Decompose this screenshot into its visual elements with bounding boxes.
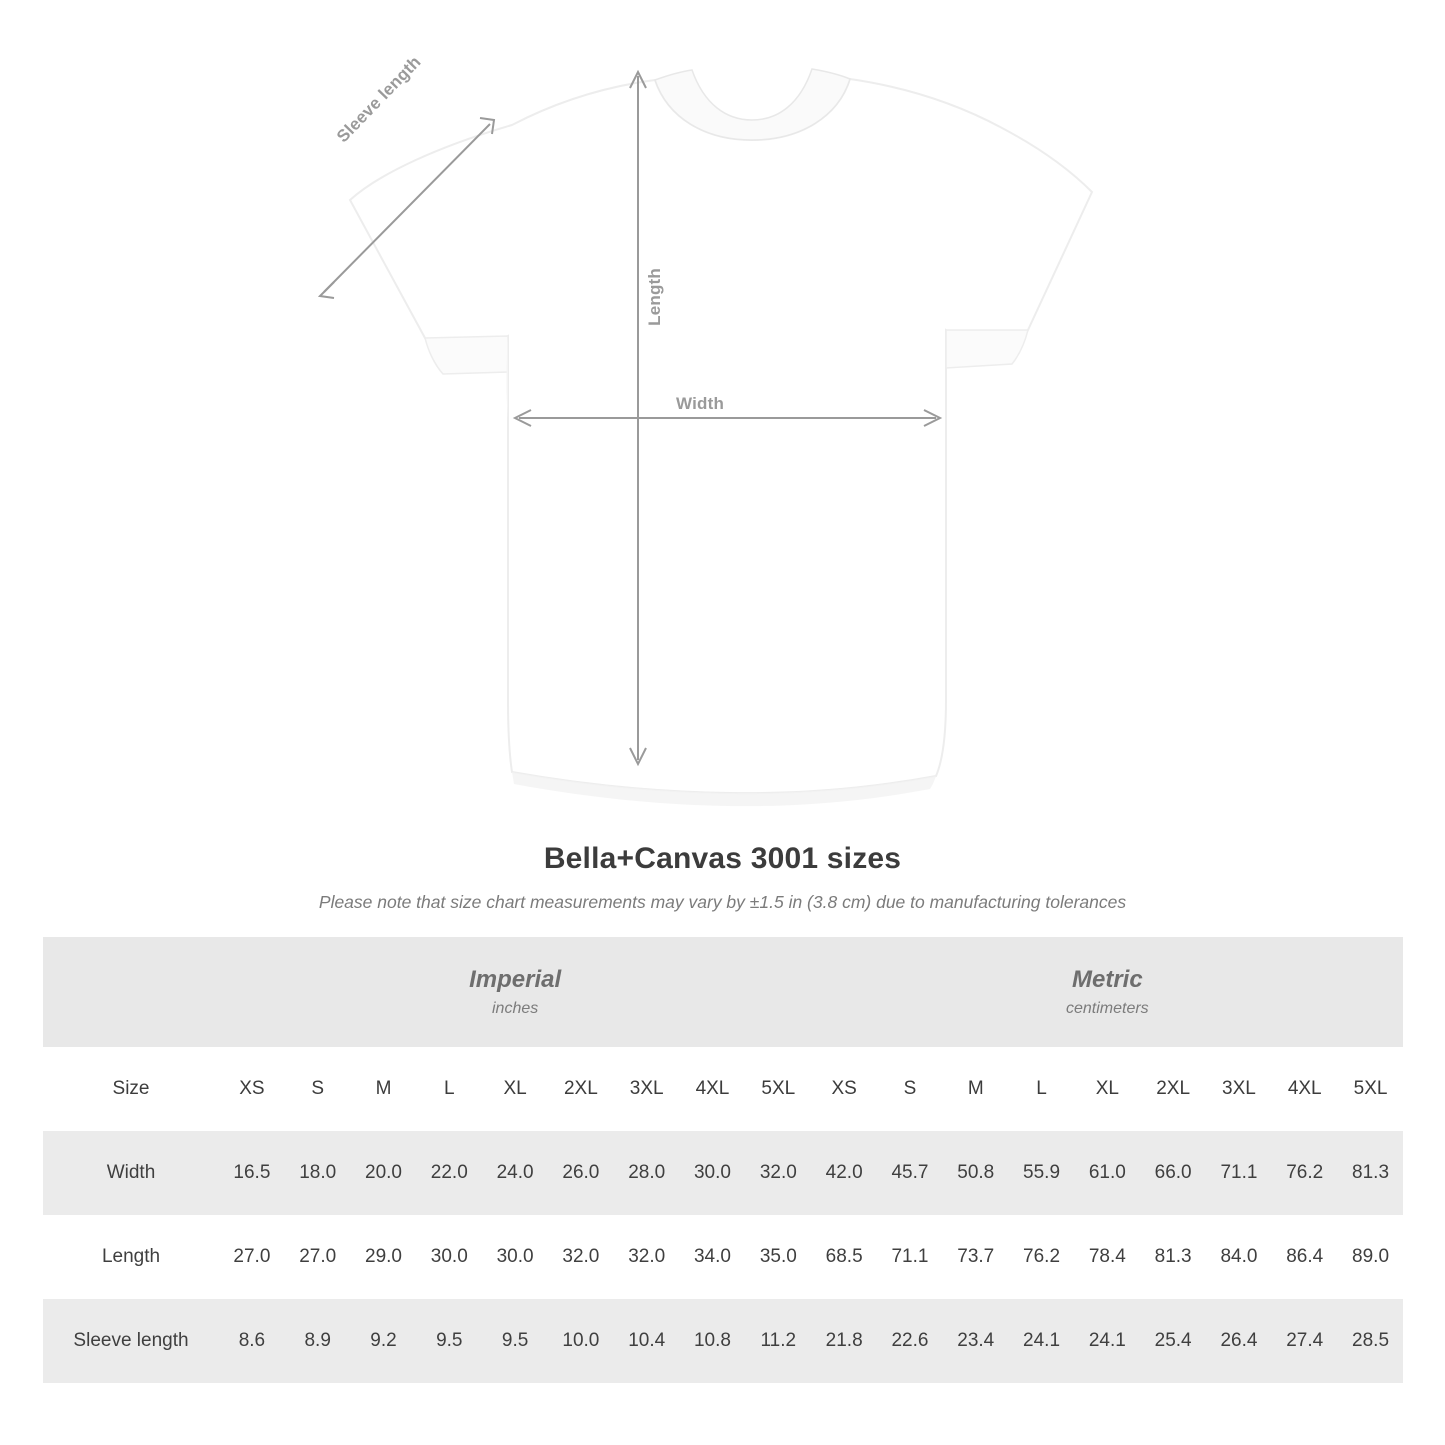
unit-group-row <box>43 937 1403 1047</box>
size-header-metric-5xl: 5XL <box>1338 1047 1404 1131</box>
sleeve-length-label: Sleeve length <box>333 52 425 147</box>
sleeve-metric-5xl: 28.5 <box>1338 1299 1404 1383</box>
size-header-imperial-xl: XL <box>482 1047 548 1131</box>
sleeve-imperial-5xl: 11.2 <box>745 1299 811 1383</box>
width-label: Width <box>676 394 725 413</box>
sleeve-imperial-2xl: 10.0 <box>548 1299 614 1383</box>
width-imperial-s: 18.0 <box>285 1131 351 1215</box>
size-table-wrapper <box>43 937 1402 1383</box>
size-header-imperial-l: L <box>416 1047 482 1131</box>
size-header-imperial-4xl: 4XL <box>680 1047 746 1131</box>
width-metric-xs: 42.0 <box>811 1131 877 1215</box>
tolerance-note: Please note that size chart measurements may vary by ±1.5 in (3.8 cm) due to manufacturing tolerances <box>318 892 1127 912</box>
length-imperial-s: 27.0 <box>285 1215 351 1299</box>
length-metric-l: 76.2 <box>1009 1215 1075 1299</box>
length-imperial-xl: 30.0 <box>482 1215 548 1299</box>
length-metric-s: 71.1 <box>877 1215 943 1299</box>
table-row-width <box>43 1131 1403 1215</box>
imperial-unit-label: inches <box>492 1000 539 1017</box>
table-row-sleeve-length <box>43 1299 1403 1383</box>
sleeve-imperial-s: 8.9 <box>285 1299 351 1383</box>
sleeve-metric-s: 22.6 <box>877 1299 943 1383</box>
size-header-metric-4xl: 4XL <box>1272 1047 1338 1131</box>
page-title: Bella+Canvas 3001 sizes <box>543 842 902 875</box>
table-row-length <box>43 1215 1403 1299</box>
width-imperial-xl: 24.0 <box>482 1131 548 1215</box>
width-imperial-l: 22.0 <box>416 1131 482 1215</box>
size-header-row <box>43 1047 1403 1131</box>
sleeve-imperial-l: 9.5 <box>416 1299 482 1383</box>
width-imperial-4xl: 30.0 <box>680 1131 746 1215</box>
length-imperial-3xl: 32.0 <box>614 1215 680 1299</box>
width-imperial-xs: 16.5 <box>219 1131 285 1215</box>
length-label: Length <box>645 268 664 326</box>
width-imperial-5xl: 32.0 <box>745 1131 811 1215</box>
width-metric-5xl: 81.3 <box>1338 1131 1404 1215</box>
length-metric-4xl: 86.4 <box>1272 1215 1338 1299</box>
width-metric-l: 55.9 <box>1009 1131 1075 1215</box>
row-label-sleeve-length: Sleeve length <box>43 1299 219 1383</box>
sleeve-metric-4xl: 27.4 <box>1272 1299 1338 1383</box>
sleeve-metric-l: 24.1 <box>1009 1299 1075 1383</box>
length-imperial-m: 29.0 <box>351 1215 417 1299</box>
size-header-metric-xl: XL <box>1074 1047 1140 1131</box>
size-header-imperial-xs: XS <box>219 1047 285 1131</box>
length-metric-xl: 78.4 <box>1074 1215 1140 1299</box>
size-header-metric-s: S <box>877 1047 943 1131</box>
length-metric-m: 73.7 <box>943 1215 1009 1299</box>
length-imperial-5xl: 35.0 <box>745 1215 811 1299</box>
sleeve-metric-2xl: 25.4 <box>1140 1299 1206 1383</box>
size-header-metric-2xl: 2XL <box>1140 1047 1206 1131</box>
length-imperial-2xl: 32.0 <box>548 1215 614 1299</box>
metric-unit-label: centimeters <box>1065 1000 1149 1017</box>
metric-group-cell <box>811 937 1403 1047</box>
length-metric-3xl: 84.0 <box>1206 1215 1272 1299</box>
sleeve-metric-m: 23.4 <box>943 1299 1009 1383</box>
width-imperial-3xl: 28.0 <box>614 1131 680 1215</box>
row-label-width: Width <box>43 1131 219 1215</box>
width-metric-xl: 61.0 <box>1074 1131 1140 1215</box>
metric-group-label: Metric <box>1072 966 1143 993</box>
size-header-imperial-2xl: 2XL <box>548 1047 614 1131</box>
length-imperial-l: 30.0 <box>416 1215 482 1299</box>
size-header-imperial-3xl: 3XL <box>614 1047 680 1131</box>
size-header-imperial-m: M <box>351 1047 417 1131</box>
sleeve-imperial-3xl: 10.4 <box>614 1299 680 1383</box>
width-metric-m: 50.8 <box>943 1131 1009 1215</box>
imperial-group-cell <box>219 937 811 1047</box>
sleeve-metric-3xl: 26.4 <box>1206 1299 1272 1383</box>
width-metric-2xl: 66.0 <box>1140 1131 1206 1215</box>
length-metric-xs: 68.5 <box>811 1215 877 1299</box>
size-header-metric-l: L <box>1009 1047 1075 1131</box>
width-metric-4xl: 76.2 <box>1272 1131 1338 1215</box>
size-header-metric-xs: XS <box>811 1047 877 1131</box>
length-imperial-4xl: 34.0 <box>680 1215 746 1299</box>
width-imperial-m: 20.0 <box>351 1131 417 1215</box>
size-header-metric-m: M <box>943 1047 1009 1131</box>
size-header-imperial-5xl: 5XL <box>745 1047 811 1131</box>
size-header-imperial-s: S <box>285 1047 351 1131</box>
sleeve-imperial-m: 9.2 <box>351 1299 417 1383</box>
row-label-length: Length <box>43 1215 219 1299</box>
sleeve-imperial-4xl: 10.8 <box>680 1299 746 1383</box>
length-metric-5xl: 89.0 <box>1338 1215 1404 1299</box>
size-table <box>43 937 1403 1383</box>
size-header-metric-3xl: 3XL <box>1206 1047 1272 1131</box>
size-header-label: Size <box>43 1047 219 1131</box>
sleeve-metric-xl: 24.1 <box>1074 1299 1140 1383</box>
unit-spacer-cell <box>43 937 219 1047</box>
width-metric-s: 45.7 <box>877 1131 943 1215</box>
sleeve-metric-xs: 21.8 <box>811 1299 877 1383</box>
length-imperial-xs: 27.0 <box>219 1215 285 1299</box>
width-imperial-2xl: 26.0 <box>548 1131 614 1215</box>
sleeve-imperial-xs: 8.6 <box>219 1299 285 1383</box>
width-metric-3xl: 71.1 <box>1206 1131 1272 1215</box>
imperial-group-label: Imperial <box>469 966 562 993</box>
sleeve-imperial-xl: 9.5 <box>482 1299 548 1383</box>
length-metric-2xl: 81.3 <box>1140 1215 1206 1299</box>
chart-header <box>0 842 1445 913</box>
